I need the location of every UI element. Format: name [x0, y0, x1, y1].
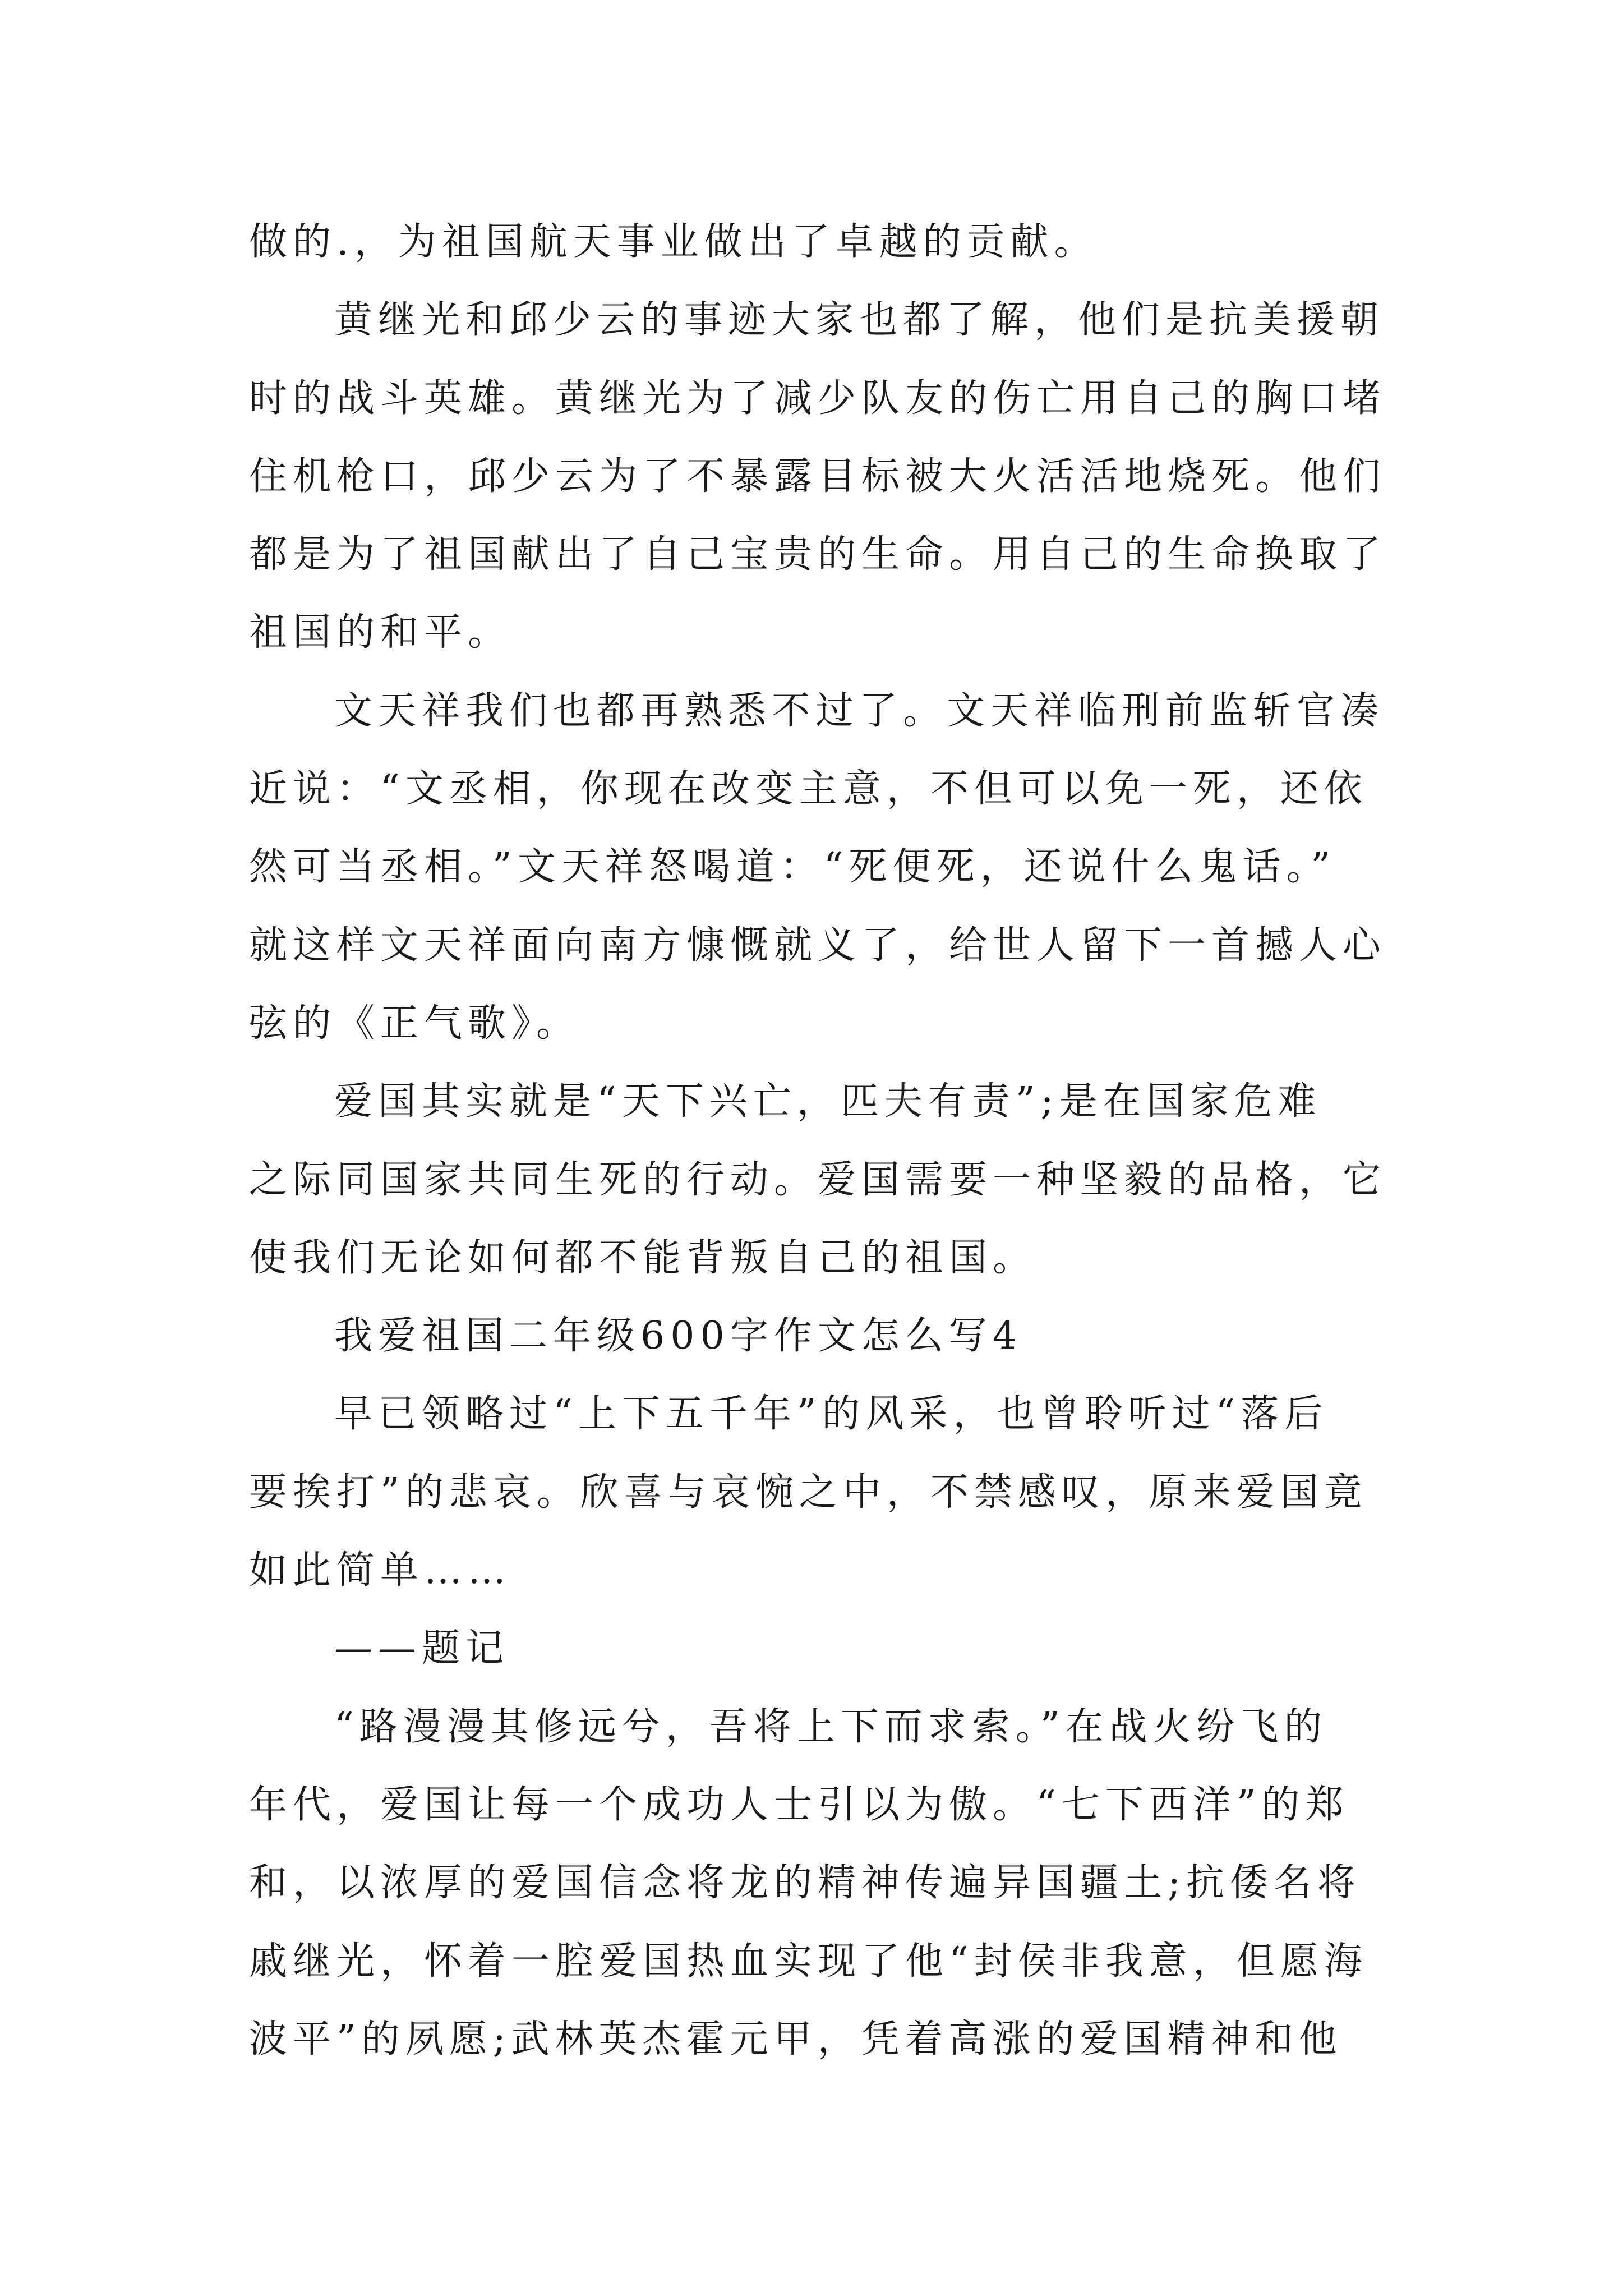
text-line: 波平”的夙愿;武林英杰霍元甲，凭着高涨的爱国精神和他: [249, 2017, 1343, 2062]
paragraph: [249, 672, 1393, 1062]
paragraph: [249, 1609, 1393, 1687]
text-line: ——题记: [334, 1626, 510, 1671]
text-line: 黄继光和邱少云的事迹大家也都了解，他们是抗美援朝: [334, 298, 1385, 343]
text-line: 近说：“文丞相，你现在改变主意，不但可以免一死，还依: [249, 767, 1368, 812]
text-line: 弦的《正气歌》。: [249, 1001, 580, 1046]
text-line: 然可当丞相。”文天祥怒喝道：“死便死，还说什么鬼话。”: [249, 845, 1336, 890]
text-line: 爱国其实就是“天下兴亡，匹夫有责”;是在国家危难: [334, 1079, 1322, 1124]
paragraph: [249, 281, 1393, 671]
paragraph: [249, 1688, 1393, 2078]
text-line: 祖国的和平。: [249, 610, 512, 655]
document-body: [249, 203, 1393, 2078]
text-line: 文天祥我们也都再熟悉不过了。文天祥临刑前监斩官凑: [334, 688, 1385, 733]
text-line: 都是为了祖国献出了自己宝贵的生命。用自己的生命换取了: [249, 532, 1387, 577]
text-line: “路漫漫其修远兮，吾将上下而求索。”在战火纷飞的: [334, 1704, 1328, 1749]
text-line: 时的战斗英雄。黄继光为了减少队友的伤亡用自己的胸口堵: [249, 376, 1387, 421]
paragraph: [249, 1375, 1393, 1609]
paragraph: [249, 1297, 1393, 1375]
text-line: 住机枪口，邱少云为了不暴露目标被大火活活地烧死。他们: [249, 454, 1387, 499]
text-line: 使我们无论如何都不能背叛自己的祖国。: [249, 1235, 1037, 1280]
text-line: 戚继光，怀着一腔爱国热血实现了他“封侯非我意，但愿海: [249, 1939, 1368, 1984]
paragraph: [249, 203, 1393, 281]
text-line: 我爱祖国二年级600字作文怎么写4: [334, 1314, 1023, 1359]
text-line: 要挨打”的悲哀。欣喜与哀惋之中，不禁感叹，原来爱国竟: [249, 1470, 1368, 1515]
text-line: 年代，爱国让每一个成功人士引以为傲。“七下西洋”的郑: [249, 1782, 1349, 1827]
text-line: 早已领略过“上下五千年”的风采，也曾聆听过“落后: [334, 1392, 1329, 1437]
text-line: 和，以浓厚的爱国信念将龙的精神传遍异国疆土;抗倭名将: [249, 1861, 1361, 1906]
text-line: 如此简单……: [249, 1548, 512, 1593]
text-line: 就这样文天祥面向南方慷慨就义了，给世人留下一首撼人心: [249, 923, 1387, 968]
text-line: 做的.，为祖国航天事业做出了卓越的贡献。: [249, 220, 1098, 264]
paragraph: [249, 1062, 1393, 1297]
text-line: 之际同国家共同生死的行动。爱国需要一种坚毅的品格，它: [249, 1157, 1387, 1202]
